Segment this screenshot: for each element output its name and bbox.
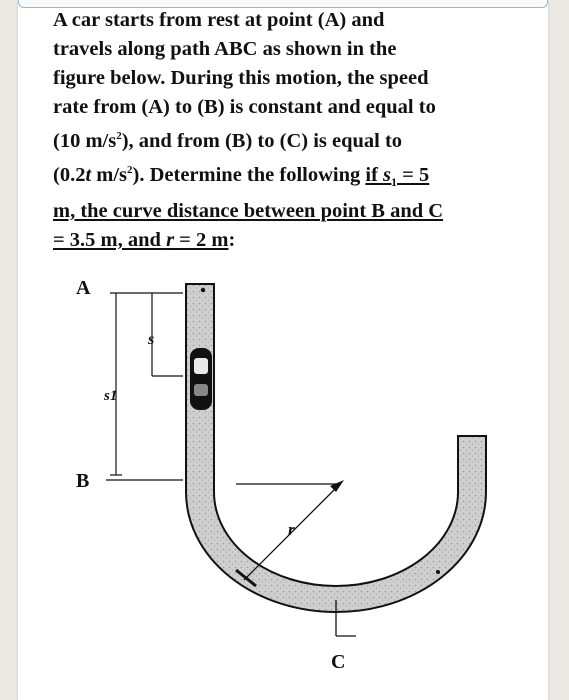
problem-line-5-sup: 2	[116, 130, 122, 142]
problem-line-8	[53, 229, 228, 251]
problem-line-6b: m/s	[91, 163, 128, 186]
problem-line-1: A car starts from rest at point (A) and	[53, 9, 385, 31]
given-sub: 1	[391, 174, 398, 189]
given-if: if	[365, 163, 384, 186]
problem-line-3: figure below. During this motion, the speed	[53, 67, 429, 89]
label-s: s	[148, 331, 155, 348]
label-c: C	[331, 651, 346, 673]
path-diagram	[18, 260, 548, 690]
line8-r: r	[166, 228, 175, 251]
problem-line-7: m, the curve distance between point B and C	[53, 199, 444, 222]
problem-line-6-given	[365, 163, 430, 189]
label-a: A	[76, 277, 91, 299]
label-r: r	[288, 520, 295, 539]
track-marker-dot	[201, 288, 205, 292]
page	[18, 0, 548, 700]
car-icon	[190, 348, 212, 410]
problem-line-6-sup: 2	[127, 163, 133, 176]
line8-b: = 2 m	[174, 228, 229, 251]
problem-line-8-colon: :	[228, 228, 236, 251]
problem-line-5a: (10 m/s	[53, 129, 117, 152]
problem-line-6c: ). Determine the following	[132, 163, 366, 186]
track-path	[186, 284, 486, 612]
problem-line-4: rate from (A) to (B) is constant and equal to	[53, 96, 436, 118]
line8-a: = 3.5 m, and	[53, 228, 167, 251]
track-dot-right	[436, 570, 440, 574]
radius-arrow-icon	[330, 480, 344, 492]
problem-line-6a: (0.2	[53, 163, 86, 186]
problem-statement	[53, 6, 523, 255]
given-s: s	[383, 163, 392, 186]
label-b: B	[76, 470, 90, 492]
problem-line-5b: ), and from (B) to (C) is equal to	[121, 129, 403, 152]
problem-line-6-t: t	[85, 163, 92, 186]
label-s1: s1	[104, 388, 118, 404]
problem-line-2: travels along path ABC as shown in the	[53, 38, 397, 60]
given-eq: = 5	[397, 163, 430, 186]
